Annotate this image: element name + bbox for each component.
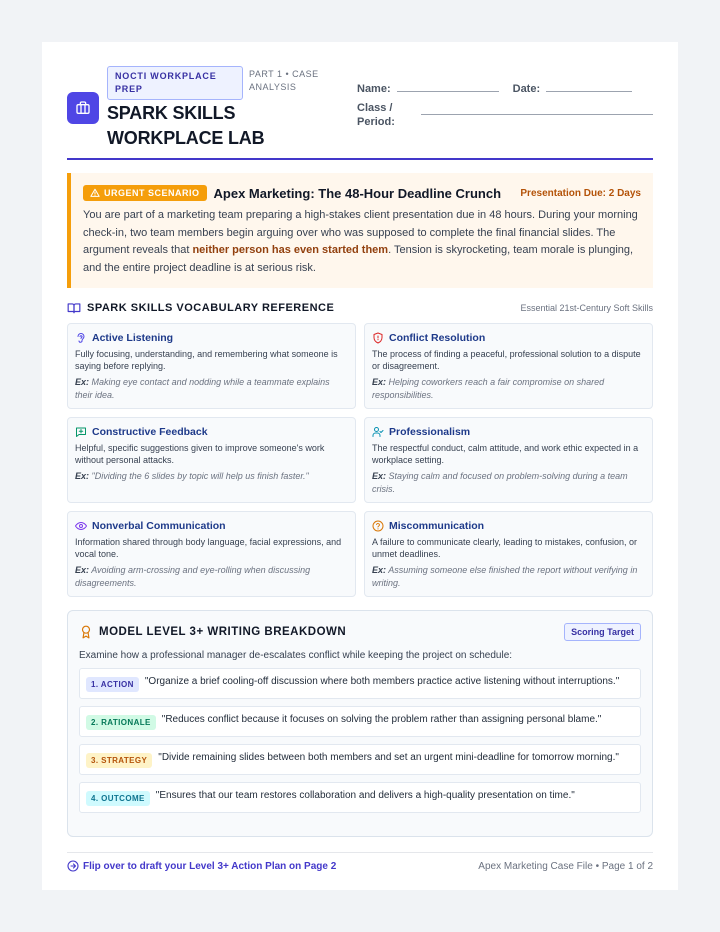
- class-period-label: Class / Period:: [357, 102, 395, 128]
- page-number: Apex Marketing Case File • Page 1 of 2: [478, 860, 653, 872]
- message-plus-icon: [75, 426, 87, 438]
- vocab-term: Professionalism: [389, 426, 471, 438]
- vocab-example: Ex: "Dividing the 6 slides by topic will help us finish faster.": [75, 471, 309, 481]
- model-row-rationale: [79, 706, 641, 737]
- date-label: Date:: [512, 83, 541, 95]
- worksheet-header: [67, 66, 653, 160]
- vocab-card: [67, 417, 356, 503]
- step-text: "Ensures that our team restores collaboration and delivers a high-quality presentation on time.": [155, 790, 575, 801]
- student-fields: [357, 66, 653, 158]
- vocab-title: SPARK SKILLS VOCABULARY REFERENCE: [87, 302, 335, 314]
- scenario-highlight: neither person has even started them: [192, 244, 389, 256]
- brand-block: [107, 66, 347, 158]
- step-text: "Divide remaining slides between both members and set an urgent mini-deadline for tomorrow morning.": [158, 752, 619, 763]
- vocab-example: Ex: Avoiding arm-crossing and eye-rolling when discussing disagreements.: [75, 565, 311, 588]
- vocab-definition: Information shared through body language, facial expressions, and vocal tone.: [75, 537, 342, 559]
- vocab-definition: A failure to communicate clearly, leading to mistakes, confusion, or unmet deadlines.: [372, 537, 637, 559]
- page-footer: [67, 852, 653, 872]
- vocab-subtitle: Essential 21st-Century Soft Skills: [520, 303, 653, 313]
- vocab-definition: Helpful, specific suggestions given to improve someone's work without personal attacks.: [75, 443, 325, 465]
- scoring-target-badge: Scoring Target: [564, 623, 641, 641]
- step-tag: 1. ACTION: [86, 677, 139, 692]
- vocab-term: Nonverbal Communication: [92, 520, 226, 532]
- briefcase-icon: [67, 92, 99, 124]
- date-field[interactable]: [546, 91, 632, 92]
- step-tag: 4. OUTCOME: [86, 791, 150, 806]
- model-row-outcome: [79, 782, 641, 813]
- worksheet-page: [42, 42, 678, 890]
- model-row-action: [79, 668, 641, 699]
- program-badge: NOCTI WORKPLACE PREP: [107, 66, 243, 100]
- name-label: Name:: [357, 83, 391, 95]
- model-breakdown: [67, 610, 653, 837]
- vocab-term: Miscommunication: [389, 520, 485, 532]
- shield-icon: [372, 332, 384, 344]
- help-circle-icon: [372, 520, 384, 532]
- arrow-circle-right-icon: [67, 860, 79, 872]
- step-tag: 3. STRATEGY: [86, 753, 152, 768]
- urgent-badge: URGENT SCENARIO: [83, 185, 207, 201]
- vocab-definition: Fully focusing, understanding, and remembering what someone is saying before replying.: [75, 349, 338, 371]
- vocab-example: Ex: Assuming someone else finished the report without verifying in writing.: [372, 565, 638, 588]
- vocab-card: [364, 511, 653, 597]
- part-label: PART 1 • CASE ANALYSIS: [249, 69, 319, 92]
- user-check-icon: [372, 426, 384, 438]
- vocab-card: [364, 417, 653, 503]
- model-subtitle: Examine how a professional manager de-escalates conflict while keeping the project on schedule:: [79, 650, 513, 661]
- warning-icon: [90, 188, 100, 198]
- book-icon: [67, 301, 81, 315]
- scenario-text: You are part of a marketing team preparing a high-stakes client presentation due in 48 hours. During your morning check-in, two team members begin arguing over who was supposed to complete the final financial slides. The argument reveals that neither person has even started them. Tension is skyrocketing, team morale is plunging, and the entire project deadline is at serious risk.: [83, 209, 638, 274]
- award-icon: [79, 625, 93, 639]
- flip-page-link[interactable]: Flip over to draft your Level 3+ Action Plan on Page 2: [67, 860, 336, 872]
- step-text: "Reduces conflict because it focuses on solving the problem rather than assigning personal blame.": [161, 714, 602, 725]
- vocab-term: Conflict Resolution: [389, 332, 486, 344]
- step-tag: 2. RATIONALE: [86, 715, 156, 730]
- ear-icon: [75, 332, 87, 344]
- scenario-box: [67, 173, 653, 288]
- vocab-term: Active Listening: [92, 332, 174, 344]
- vocab-definition: The respectful conduct, calm attitude, and work ethic expected in a workplace setting.: [372, 443, 639, 465]
- vocab-grid: [67, 323, 653, 597]
- vocab-example: Ex: Helping coworkers reach a fair compromise on shared responsibilities.: [372, 377, 605, 400]
- model-row-strategy: [79, 744, 641, 775]
- vocab-definition: The process of finding a peaceful, professional solution to a dispute or disagreement.: [372, 349, 641, 371]
- page-title: SPARK SKILLS WORKPLACE LAB: [107, 103, 265, 148]
- vocab-example: Ex: Staying calm and focused on problem-solving during a team crisis.: [372, 471, 628, 494]
- name-field[interactable]: [397, 91, 499, 92]
- model-title: MODEL LEVEL 3+ WRITING BREAKDOWN: [99, 626, 347, 638]
- class-period-field[interactable]: [421, 114, 653, 115]
- due-date: Presentation Due: 2 Days: [520, 187, 641, 199]
- vocab-heading: [67, 300, 653, 316]
- vocab-card: [364, 323, 653, 409]
- vocab-example: Ex: Making eye contact and nodding while a teammate explains their idea.: [75, 377, 330, 400]
- step-text: "Organize a brief cooling-off discussion where both members practice active listening without interruptions.": [144, 676, 620, 687]
- vocab-term: Constructive Feedback: [92, 426, 208, 438]
- scenario-title: Apex Marketing: The 48-Hour Deadline Crunch: [213, 185, 502, 201]
- eye-icon: [75, 520, 87, 532]
- vocab-card: [67, 511, 356, 597]
- vocab-card: [67, 323, 356, 409]
